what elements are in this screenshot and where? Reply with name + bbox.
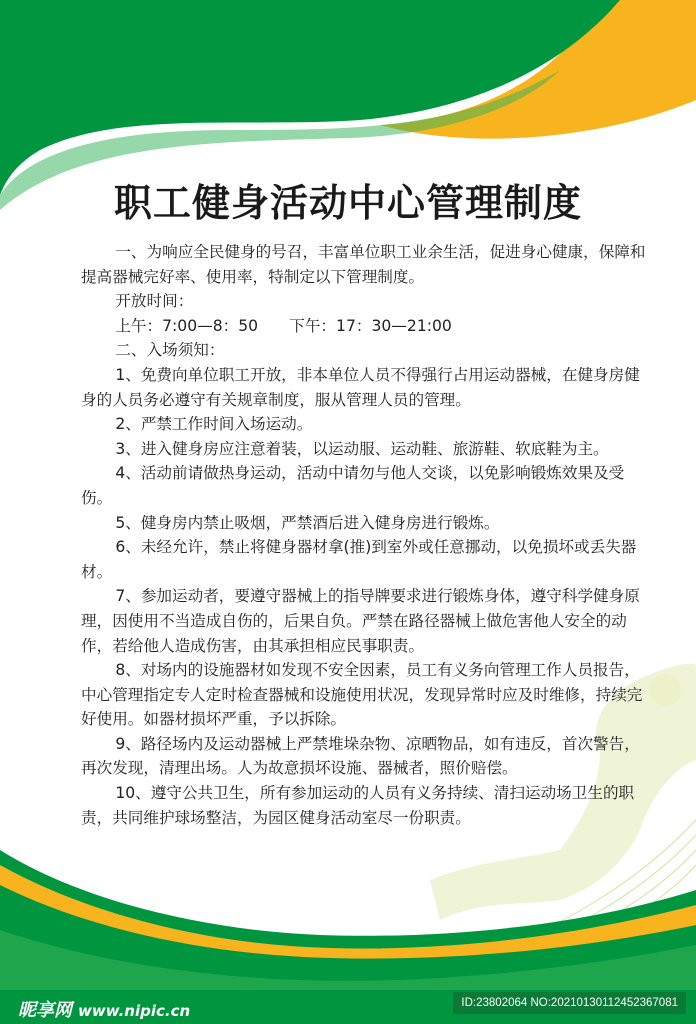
rule-item: 3、进入健身房应注意着装，以运动服、运动鞋、旅游鞋、软底鞋为主。 (115, 439, 609, 458)
rule-item: 8、对场内的设施器材如发现不安全因素，员工有义务向管理工作人员报告，中心管理指定专人定时检查器械和设施使用状况，发现异常时应及时维修，持续完好使用。如器材损坏严重，予以拆除。 (81, 661, 643, 729)
site-name: 昵享网 (18, 1000, 72, 1021)
opening-hours-label: 开放时间： (115, 292, 194, 311)
opening-hours: 上午：7:00—8：50 下午：17：30—21:00 (115, 316, 452, 335)
intro-paragraph: 一、为响应全民健身的号召，丰富单位职工业余生活，促进身心健康，保障和提高器械完好率、使用率，特制定以下管理制度。 (81, 243, 646, 286)
site-url: www.nipic.cn (78, 1002, 191, 1020)
rule-item: 9、路径场内及运动器械上严禁堆垛杂物、凉晒物品，如有违反，首次警告，再次发现，清理出场。人为故意损坏设施、器械者，照价赔偿。 (81, 734, 640, 778)
entry-notice-heading: 二、入场须知： (115, 341, 225, 360)
rule-item: 4、活动前请做热身运动，活动中请勿与他人交谈，以免影响锻炼效果及受伤。 (81, 464, 625, 507)
site-logo (18, 996, 190, 1022)
rule-item: 7、参加运动者，要遵守器械上的指导牌要求进行锻炼身体，遵守科学健身原理，因使用不当造成自伤的，后果自负。严禁在路径器械上做危害他人安全的动作，若给他人造成伤害，由其承担相应民事职责。 (81, 587, 640, 655)
rule-item: 1、免费向单位职工开放，非本单位人员不得强行占用运动器械，在健身房健身的人员务必遵守有关规章制度，服从管理人员的管理。 (81, 365, 640, 409)
rule-item: 5、健身房内禁止吸烟，严禁酒后进入健身房进行锻炼。 (115, 513, 500, 532)
rule-item: 2、严禁工作时间入场运动。 (115, 415, 313, 434)
image-id-label: ID:23802064 NO:20210130112452367081 (453, 992, 686, 1014)
regulation-body (81, 240, 655, 830)
poster-title: 职工健身活动中心管理制度 (113, 181, 582, 225)
rule-item: 10、遵守公共卫生，所有参加运动的人员有义务持续、清扫运动场卫生的职责，共同维护球场整洁，为园区健身活动室尽一份职责。 (81, 784, 635, 827)
rule-item: 6、未经允许，禁止将健身器材拿(推)到室外或任意挪动，以免损坏或丢失器材。 (81, 538, 637, 581)
